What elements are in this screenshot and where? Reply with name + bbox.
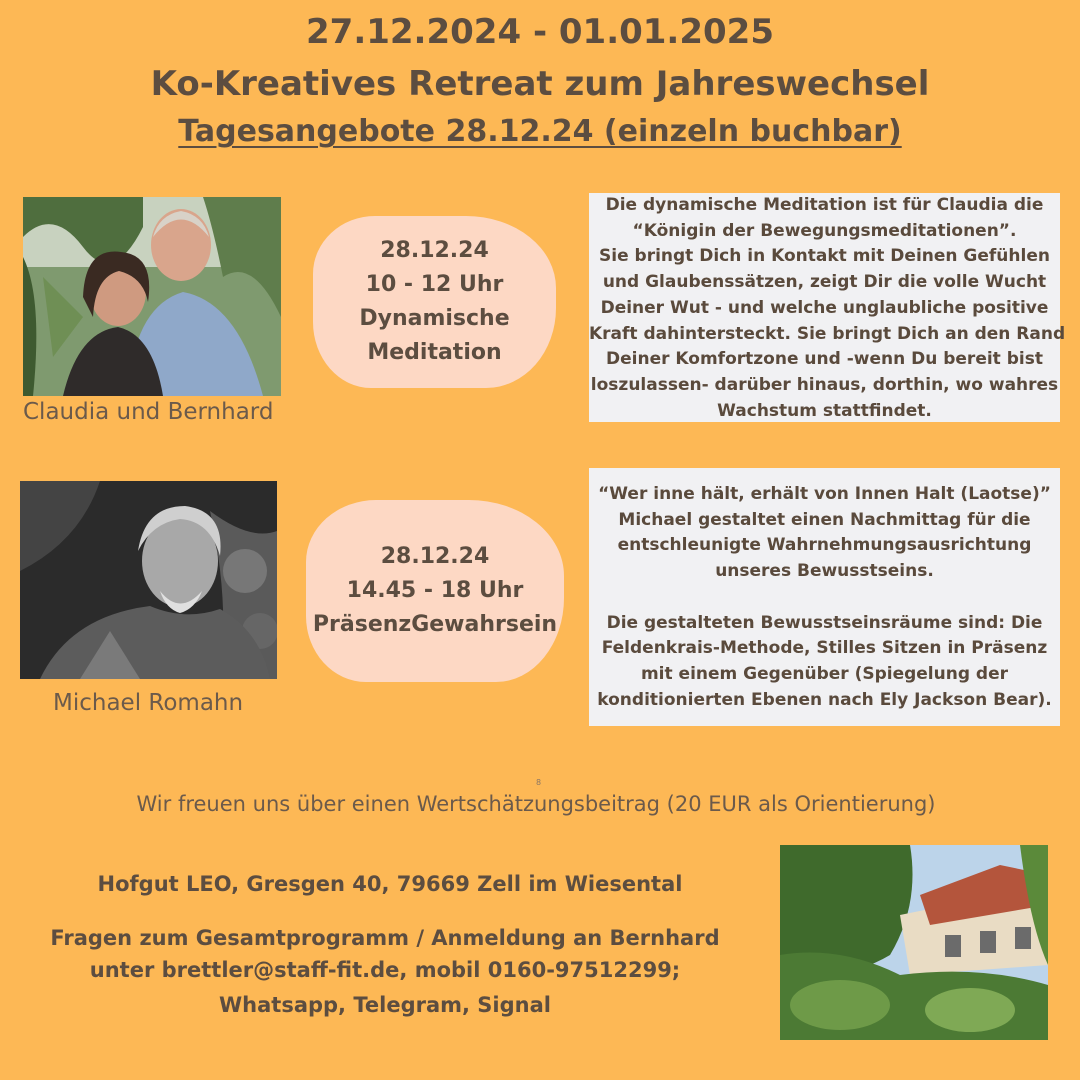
event-title: Ko-Kreatives Retreat zum Jahreswechsel (150, 64, 930, 104)
session2-title: PräsenzGewahrsein (312, 612, 558, 637)
description-line: “Königin der Bewegungsmeditationen”. (632, 220, 1017, 241)
description-line: loszulassen- darüber hinaus, dorthin, wo wahres (590, 374, 1059, 395)
session1-time-badge (313, 216, 556, 388)
session1-title-line1: Dynamische (359, 306, 510, 331)
contact-email-phone[interactable]: unter brettler@staff-fit.de, mobil 0160-97512299; (89, 958, 681, 982)
description-line: Die gestalteten Bewusstseinsräume sind: Die (606, 612, 1043, 633)
description-line: Deiner Komfortzone und -wenn Du bereit bist (606, 349, 1043, 370)
venue-address: Hofgut LEO, Gresgen 40, 79669 Zell im Wiesental (97, 872, 683, 896)
description-line: entschleunigte Wahrnehmungsausrichtung (617, 535, 1032, 556)
contact-line: Fragen zum Gesamtprogramm / Anmeldung an Bernhard (50, 926, 720, 950)
description-line: unseres Bewusstseins. (715, 561, 934, 582)
event-subtitle: Tagesangebote 28.12.24 (einzeln buchbar) (178, 114, 902, 149)
session2-time: 14.45 - 18 Uhr (346, 578, 524, 603)
session1-date: 28.12.24 (380, 238, 489, 263)
description-line: mit einem Gegenüber (Spiegelung der (640, 663, 1009, 684)
session1-description (589, 193, 1066, 422)
description-spacer (589, 585, 1060, 611)
description-line: konditionierten Ebenen nach Ely Jackson Bear). (597, 689, 1052, 710)
session2-description (589, 468, 1060, 726)
photo-hofgut-leo (780, 845, 1048, 1040)
description-line: Michael gestaltet einen Nachmittag für die (618, 509, 1031, 530)
description-line: “Wer inne hält, erhält von Innen Halt (Laotse)” (598, 484, 1051, 504)
contact-messengers: Whatsapp, Telegram, Signal (219, 993, 551, 1017)
session2-date: 28.12.24 (380, 544, 490, 569)
description-line: Sie bringt Dich in Kontakt mit Deinen Gefühlen (599, 246, 1050, 267)
small-mark: 8 (536, 778, 542, 787)
session1-time: 10 - 12 Uhr (365, 272, 504, 297)
photo-claudia-bernhard (23, 197, 281, 396)
session1-title-line2: Meditation (367, 340, 502, 365)
photo-michael-romahn (20, 481, 277, 679)
session2-time-badge (306, 500, 564, 682)
description-line: und Glaubenssätzen, zeigt Dir die volle Wucht (602, 272, 1047, 293)
caption-michael-romahn: Michael Romahn (53, 690, 244, 716)
description-line: Feldenkrais-Methode, Stilles Sitzen in Präsenz (601, 638, 1048, 659)
caption-claudia-bernhard: Claudia und Bernhard (23, 399, 274, 425)
description-line: Deiner Wut - und welche unglaubliche positive (600, 297, 1049, 318)
description-line: Die dynamische Meditation ist für Claudia die (605, 195, 1044, 215)
description-line: Wachstum stattfindet. (717, 400, 932, 421)
description-line: Kraft dahintersteckt. Sie bringt Dich an den Rand (589, 323, 1066, 344)
event-dates: 27.12.2024 - 01.01.2025 (306, 12, 774, 52)
contribution-note: Wir freuen uns über einen Wertschätzungsbeitrag (20 EUR als Orientierung) (136, 792, 936, 816)
